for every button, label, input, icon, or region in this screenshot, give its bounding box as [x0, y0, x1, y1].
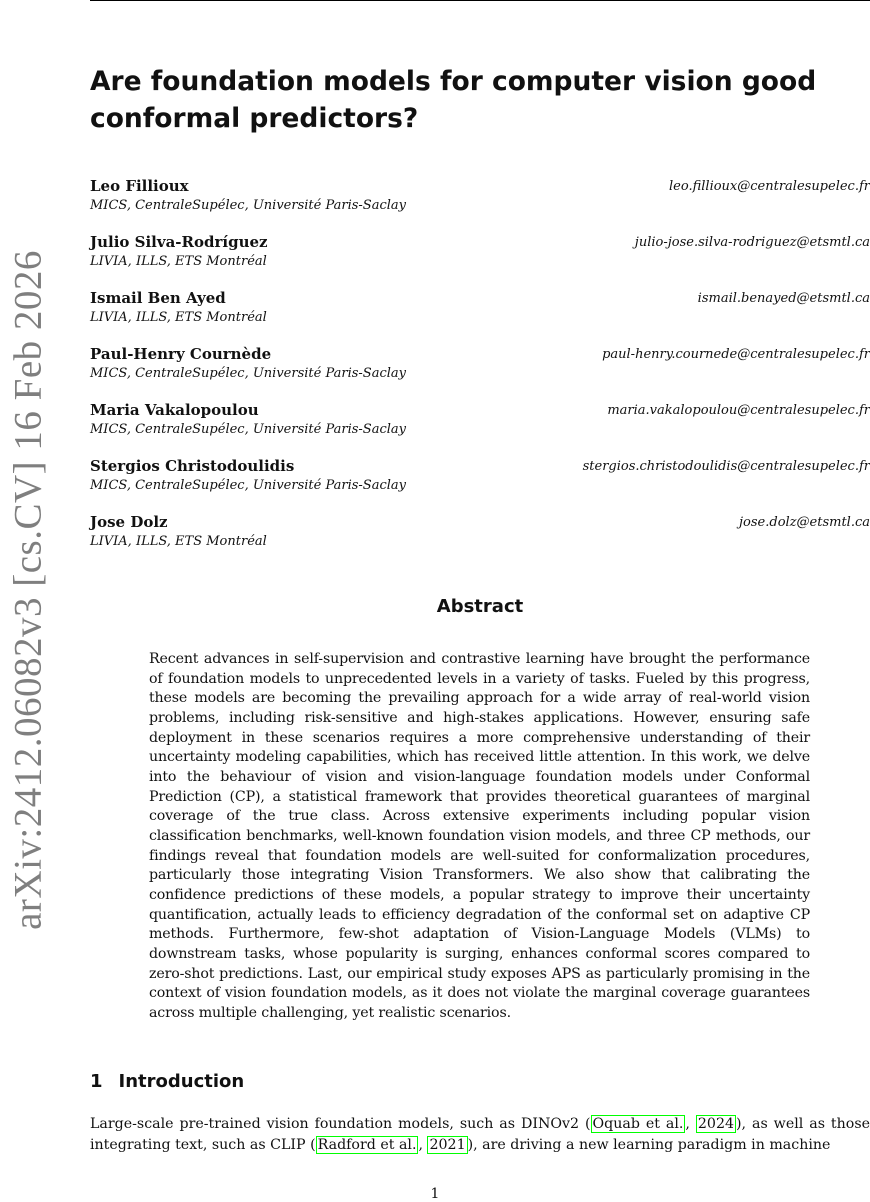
abstract-heading: Abstract — [436, 596, 524, 617]
author-name: Ismail Ben Ayed — [90, 289, 226, 307]
author-affiliation: MICS, CentraleSupélec, Université Paris-Saclay — [90, 366, 406, 381]
introduction-paragraph — [90, 1114, 870, 1156]
section-number: 1 — [90, 1071, 103, 1092]
author-affiliation: LIVIA, ILLS, ETS Montréal — [90, 310, 267, 325]
author-block — [90, 457, 870, 497]
author-email[interactable]: julio-jose.silva-rodriguez@etsmtl.ca — [634, 235, 870, 250]
section-title: Introduction — [118, 1071, 245, 1092]
author-email[interactable]: ismail.benayed@etsmtl.ca — [697, 291, 870, 306]
author-name: Leo Fillioux — [90, 177, 189, 195]
author-affiliation: MICS, CentraleSupélec, Université Paris-Saclay — [90, 422, 406, 437]
citation-link[interactable]: Oquab et al. — [592, 1116, 684, 1132]
author-affiliation: LIVIA, ILLS, ETS Montréal — [90, 534, 267, 549]
arxiv-identifier-stamp: arXiv:2412.06082v3 [cs.CV] 16 Feb 2026 — [6, 250, 50, 930]
author-block — [90, 345, 870, 385]
author-email[interactable]: paul-henry.cournede@centralesupelec.fr — [602, 347, 870, 362]
author-affiliation: LIVIA, ILLS, ETS Montréal — [90, 254, 267, 269]
intro-text: ), are driving a new learning paradigm in machine — [467, 1137, 831, 1153]
author-name: Stergios Christodoulidis — [90, 457, 295, 475]
paper-title: Are foundation models for computer vision good conformal predictors? — [90, 66, 817, 134]
author-affiliation: MICS, CentraleSupélec, Université Paris-Saclay — [90, 198, 406, 213]
intro-text: ), as well as those integrating text, such as CLIP ( — [90, 1116, 870, 1153]
author-block — [90, 513, 870, 553]
author-block — [90, 289, 870, 329]
citation-link[interactable]: 2021 — [429, 1137, 466, 1153]
author-name: Jose Dolz — [90, 513, 168, 531]
author-name: Maria Vakalopoulou — [90, 401, 259, 419]
author-affiliation: MICS, CentraleSupélec, Université Paris-Saclay — [90, 478, 406, 493]
author-name: Julio Silva-Rodríguez — [90, 233, 268, 251]
citation-link[interactable]: Radford et al. — [317, 1137, 417, 1153]
author-block — [90, 233, 870, 273]
author-block — [90, 401, 870, 441]
author-email[interactable]: jose.dolz@etsmtl.ca — [739, 515, 870, 530]
author-name: Paul-Henry Cournède — [90, 345, 272, 363]
page-number: 1 — [430, 1186, 440, 1202]
author-email[interactable]: stergios.christodoulidis@centralesupelec.fr — [582, 459, 870, 474]
top-rule — [90, 0, 870, 1]
section-heading-introduction — [90, 1071, 244, 1092]
author-email[interactable]: leo.fillioux@centralesupelec.fr — [669, 179, 870, 194]
author-email[interactable]: maria.vakalopoulou@centralesupelec.fr — [607, 403, 870, 418]
abstract-text: Recent advances in self-supervision and contrastive learning have brought the performance of foundation models to unprecedented levels in a variety of tasks. Fueled by this progress, these models are becoming the prevailing approach for a wide array of real-world vision problems, including risk-sensitive and high-stakes applications. However, ensuring safe deployment in these scenarios requires a more comprehensive understanding of their uncertainty modeling capabilities, which has received little attention. In this work, we delve into the behaviour of vision and vision-language foundation models under Conformal Prediction (CP), a statistical framework that provides theoretical guarantees of marginal coverage of the true class. Across extensive experiments including popular vision classification benchmarks, well-known foundation vision models, and three CP methods, our findings reveal that foundation models are well-suited for conformalization procedures, particularly those integrating Vision Transformers. We also show that calibrating the confidence predictions of these models, a popular strategy to improve their uncertainty quantification, actually leads to efficiency degradation of the conformal set on adaptive CP methods. Furthermore, few-shot adaptation of Vision-Language Models (VLMs) to downstream tasks, whose popularity is surging, enhances conformal scores compared to zero-shot predictions. Last, our empirical study exposes APS as particularly promising in the context of vision foundation models, as it does not violate the marginal coverage guarantees across multiple challenging, yet realistic scenarios. — [149, 651, 810, 1021]
author-block — [90, 177, 870, 217]
intro-text: , — [685, 1116, 696, 1132]
citation-link[interactable]: 2024 — [697, 1116, 734, 1132]
intro-text: Large-scale pre-trained vision foundation models, such as DINOv2 ( — [90, 1116, 591, 1132]
intro-text: , — [418, 1137, 428, 1153]
